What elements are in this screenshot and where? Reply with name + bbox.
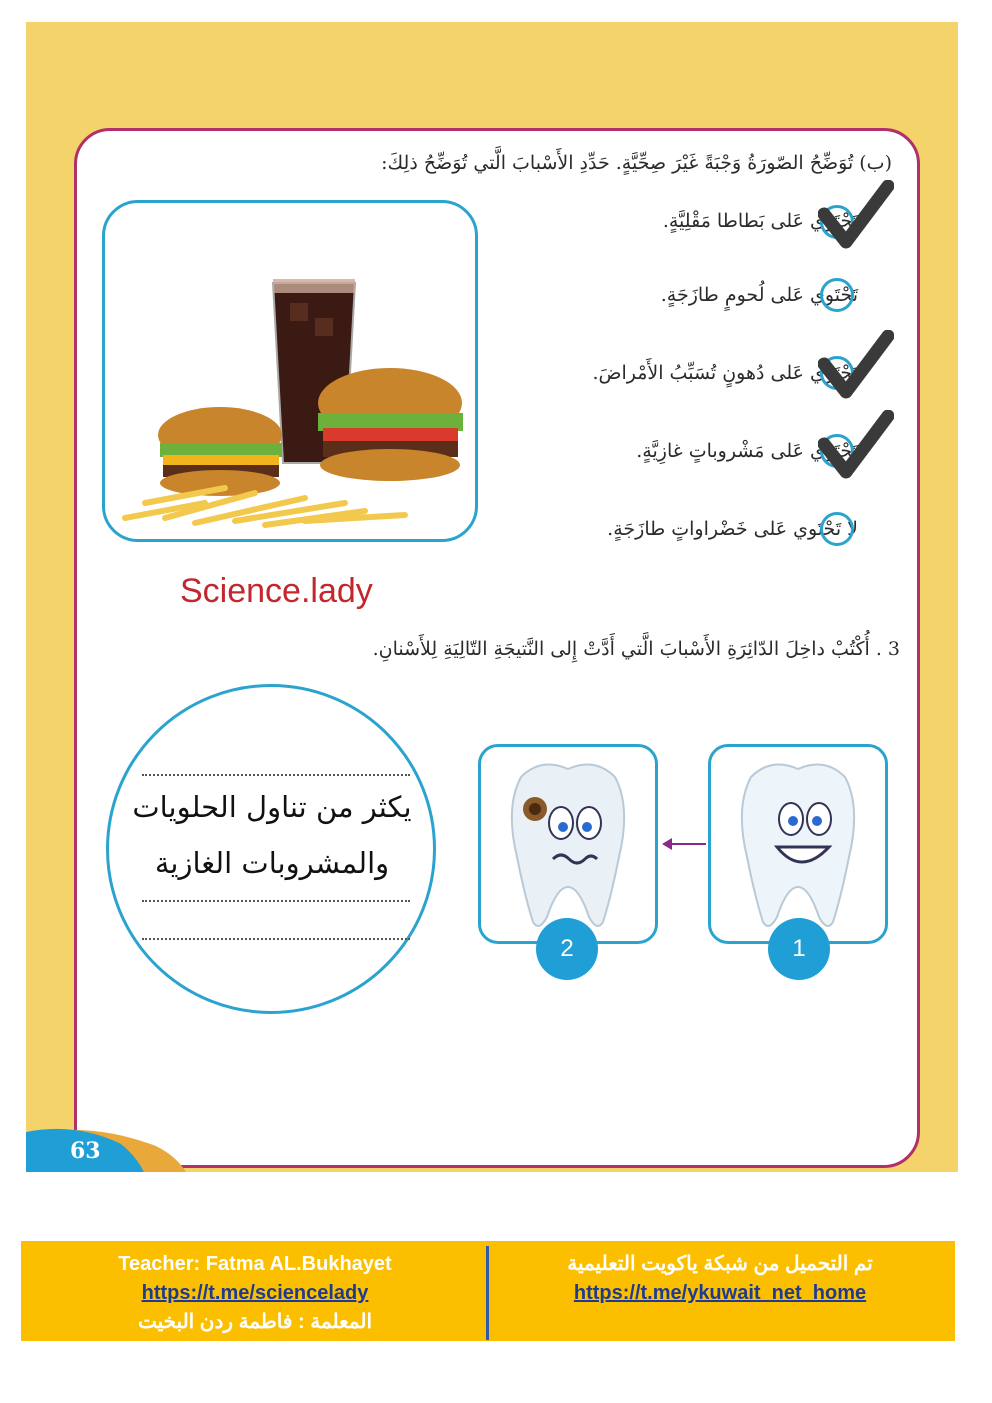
tooth-number-1: 1 [768, 918, 830, 980]
watermark-text: Science.lady [180, 572, 373, 610]
teacher-name-arabic: المعلمة : فاطمة ردن البخيت [137, 1311, 373, 1333]
dotted-line [142, 900, 410, 902]
option-fried-potatoes: تَحْتَوي عَلى بَطاطا مَقْلِيَّةٍ. [662, 210, 858, 232]
fast-food-illustration [105, 203, 475, 539]
decayed-tooth-icon [481, 747, 655, 941]
page-number-tab [26, 1126, 196, 1172]
teacher-name: Teacher: Fatma AL.Bukhayet [118, 1253, 392, 1275]
option-2-radio[interactable] [820, 278, 854, 312]
teacher-link[interactable]: https://t.me/sciencelady [141, 1282, 369, 1304]
answer-line-1: يكثر من تناول الحلويات [132, 790, 412, 824]
checkmark-icon [818, 410, 894, 480]
tooth-box-2 [478, 744, 658, 944]
dotted-line [142, 938, 410, 940]
question-3-text: 3 . أُكْتُبْ داخِلَ الدّائِرَةِ الأَسْبابَ الَّتي أَدَّتْ إِلى النَّتيجَةِ التّالِيَةِ لِلأَسْنانِ. [372, 638, 900, 660]
healthy-tooth-icon [711, 747, 885, 941]
answer-line-2: والمشروبات الغازية [154, 846, 390, 880]
network-link[interactable]: https://t.me/ykuwait_net_home [573, 1282, 867, 1304]
tooth-box-1 [708, 744, 888, 944]
question-b-text: (ب) تُوَضِّحُ الصّورَةُ وَجْبَةً غَيْرَ صِحِّيَّةٍ. حَدِّدِ الأَسْبابَ الَّتي تُوَضِّحُ ذلِكَ: [381, 152, 892, 174]
page-number: 63 [70, 1138, 101, 1164]
dotted-line [142, 774, 410, 776]
checkmark-icon [818, 180, 894, 250]
arrow-left-icon [660, 836, 708, 852]
fast-food-photo [102, 200, 478, 542]
option-fresh-meat: تَحْتَوي عَلى لُحومٍ طازَجَةٍ. [660, 284, 858, 306]
footer-network-block [500, 1250, 940, 1308]
tooth-number-2: 2 [536, 918, 598, 980]
option-5-radio[interactable] [820, 512, 854, 546]
footer-divider [486, 1246, 489, 1340]
option-no-vegetables: لا تَحْتَوي عَلى خَضْراواتٍ طازَجَةٍ. [607, 518, 858, 540]
network-text: تم التحميل من شبكة ياكويت التعليمية [567, 1253, 873, 1275]
option-fats-diseases: تَحْتَوي عَلى دُهونٍ تُسَبِّبُ الأَمْراضَ. [592, 362, 858, 384]
option-soft-drinks: تَحْتَوي عَلى مَشْروباتٍ غازِيَّةٍ. [636, 440, 858, 462]
checkmark-icon [818, 330, 894, 400]
footer-teacher-block [30, 1250, 480, 1337]
